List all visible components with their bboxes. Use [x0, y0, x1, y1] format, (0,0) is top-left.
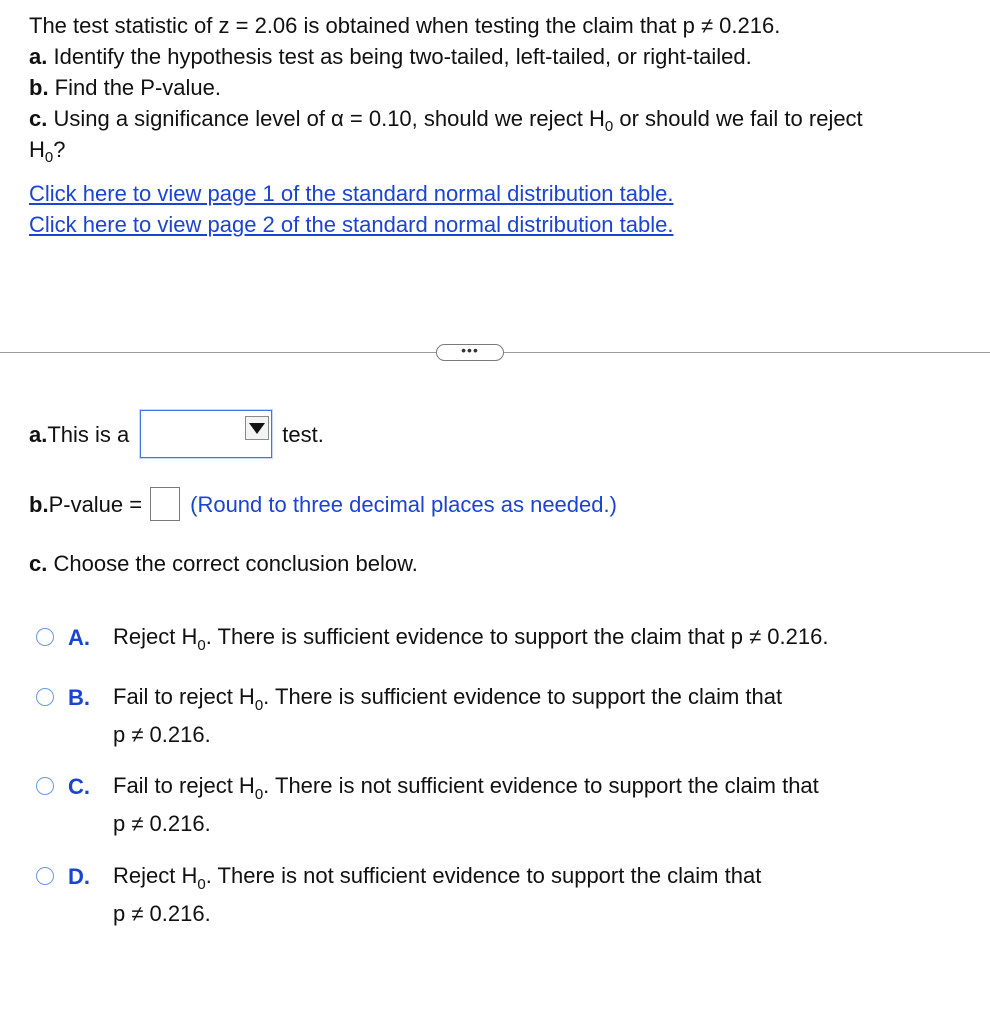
part-c-label: c. — [29, 106, 48, 131]
question-statement: The test statistic of z = 2.06 is obtained when testing the claim that p ≠ 0.216. — [29, 13, 781, 38]
normal-table-page2-link[interactable]: Click here to view page 2 of the standard normal distribution table. — [29, 212, 674, 237]
option-a-text — [113, 618, 933, 656]
option-c-pre: Fail to reject H — [113, 773, 255, 798]
part-c-subscript: 0 — [604, 118, 614, 135]
normal-table-page1-link[interactable]: Click here to view page 1 of the standard normal distribution table. — [29, 181, 674, 206]
question-part-c — [29, 103, 979, 134]
question-part-a — [29, 41, 979, 72]
part-c-line2-end: ? — [53, 137, 66, 162]
option-a-sub: 0 — [197, 637, 206, 654]
answer-b-row — [29, 486, 617, 522]
dropdown-arrow-button[interactable] — [245, 416, 269, 440]
answer-b-label: b. — [29, 491, 49, 517]
answer-a-row — [29, 409, 324, 459]
part-c-line2-subscript: 0 — [44, 149, 54, 166]
option-d-line2: p ≠ 0.216. — [113, 901, 211, 926]
option-c-text — [113, 767, 933, 843]
option-c-line2: p ≠ 0.216. — [113, 811, 211, 836]
option-d-pre: Reject H — [113, 863, 198, 888]
part-b-label: b. — [29, 75, 49, 100]
option-d-sub: 0 — [197, 876, 206, 893]
option-c-letter: C. — [68, 774, 90, 799]
part-c-line2-h: H — [29, 137, 45, 162]
question-part-c-line2 — [29, 134, 979, 165]
option-c-sub: 0 — [254, 786, 264, 803]
option-b-letter: B. — [68, 685, 90, 710]
answer-c-text: Choose the correct conclusion below. — [47, 551, 418, 576]
part-c-text-end: or should we fail to reject — [613, 106, 863, 131]
test-type-dropdown[interactable] — [140, 410, 272, 458]
option-d-letter: D. — [68, 864, 90, 889]
part-b-text: Find the P-value. — [48, 75, 221, 100]
option-a-post: . There is sufficient evidence to support the claim that p ≠ 0.216. — [205, 624, 829, 649]
option-c-radio[interactable] — [36, 777, 54, 795]
triangle-down-icon — [249, 423, 265, 434]
option-b-post: . There is sufficient evidence to support the claim that — [263, 684, 783, 709]
part-a-label: a. — [29, 44, 48, 69]
answer-a-label: a. — [29, 421, 48, 447]
answer-a-text: This is a — [47, 421, 130, 447]
option-b-text — [113, 678, 933, 754]
answer-c-row — [29, 548, 418, 579]
part-c-text: Using a significance level of α = 0.10, should we reject H — [47, 106, 605, 131]
option-b-radio[interactable] — [36, 688, 54, 706]
option-b-line2: p ≠ 0.216. — [113, 722, 211, 747]
option-b-pre: Fail to reject H — [113, 684, 255, 709]
answer-a-text-after: test. — [282, 421, 324, 447]
answer-b-text: P-value = — [48, 491, 143, 517]
option-b-sub: 0 — [254, 697, 264, 714]
rounding-hint: (Round to three decimal places as needed.) — [190, 491, 617, 517]
option-d-radio[interactable] — [36, 867, 54, 885]
table-links — [29, 178, 673, 240]
option-c-post: . There is not sufficient evidence to support the claim that — [263, 773, 819, 798]
question-part-b — [29, 72, 979, 103]
p-value-input[interactable] — [150, 487, 180, 521]
option-d-post: . There is not sufficient evidence to support the claim that — [205, 863, 762, 888]
answer-c-label: c. — [29, 551, 48, 576]
option-a-radio[interactable] — [36, 628, 54, 646]
option-a-pre: Reject H — [113, 624, 198, 649]
option-a-letter: A. — [68, 625, 90, 650]
question-text — [29, 10, 979, 165]
more-options-button[interactable]: ••• — [436, 344, 504, 361]
option-d-text — [113, 857, 933, 933]
part-a-text: Identify the hypothesis test as being two-tailed, left-tailed, or right-tailed. — [47, 44, 752, 69]
